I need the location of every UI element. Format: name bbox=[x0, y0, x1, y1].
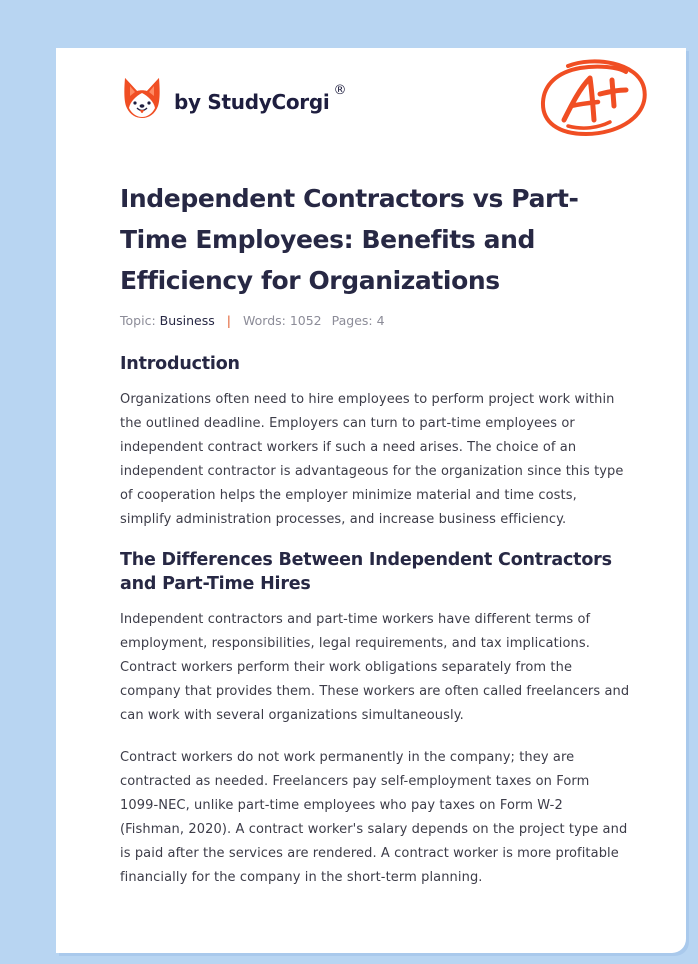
section-heading-introduction: Introduction bbox=[120, 354, 240, 374]
a-plus-grade-icon bbox=[538, 58, 650, 140]
corgi-icon bbox=[122, 76, 162, 120]
document-header bbox=[56, 48, 686, 168]
word-count: Words: 1052 bbox=[243, 313, 322, 328]
registered-mark: ® bbox=[333, 82, 347, 98]
meta-separator: | bbox=[226, 313, 231, 328]
introduction-paragraph: Organizations often need to hire employees to perform project work within the outlined deadline. Employers can turn to part-time employees or independent contract workers if such a need arises. The choice of an independent contractor is advantageous for the organization since this type of cooperation helps the employer minimize material and time costs, simplify administration processes, and increase business efficiency. bbox=[120, 392, 624, 527]
document-card bbox=[56, 48, 686, 953]
document-title: Independent Contractors vs Part-Time Employees: Benefits and Efficiency for Organizations bbox=[120, 184, 579, 295]
section-heading-differences: The Differences Between Independent Contractors and Part-Time Hires bbox=[120, 550, 612, 594]
brand-name: by StudyCorgi bbox=[174, 90, 330, 114]
topic-label: Topic: bbox=[120, 313, 156, 328]
page-count: Pages: 4 bbox=[331, 313, 385, 328]
document-body bbox=[120, 178, 630, 890]
document-meta bbox=[120, 313, 630, 328]
studycorgi-logo[interactable] bbox=[122, 76, 346, 120]
differences-paragraph-2: Contract workers do not work permanently in the company; they are contracted as needed. Freelancers pay self-employment taxes on Form 1099-NEC, unlike part-time employees who pay taxes on Form W-2 (Fishman, 2020). A contract worker's salary depends on the project type and is paid after the services are rendered. A contract worker is more profitable financially for the company in the short-term planning. bbox=[120, 750, 628, 885]
topic-link[interactable]: Business bbox=[159, 313, 215, 328]
differences-paragraph-1: Independent contractors and part-time workers have different terms of employment, responsibilities, legal requirements, and tax implications. Contract workers perform their work obligations separately from the company that provides them. These workers are often called freelancers and can work with several organizations simultaneously. bbox=[120, 612, 630, 723]
